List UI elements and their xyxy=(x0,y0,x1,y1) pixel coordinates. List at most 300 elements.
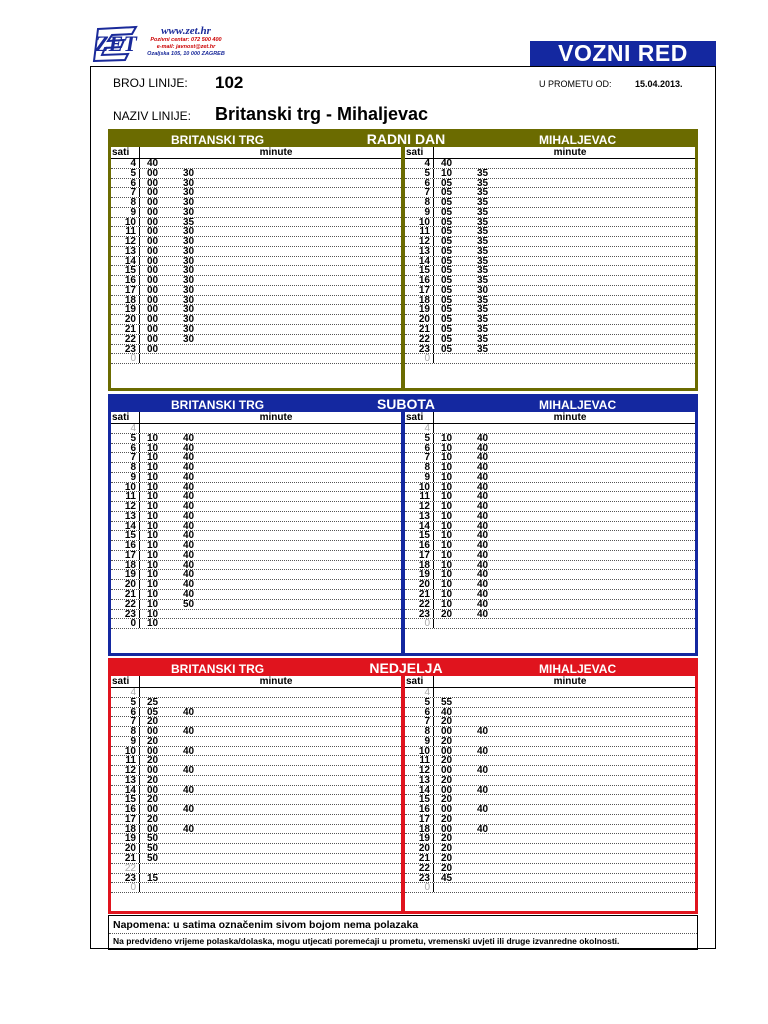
minute-cell: 10 xyxy=(147,520,159,532)
zet-logo xyxy=(92,25,229,62)
minute-cell: 40 xyxy=(183,559,195,571)
zet-logo-icon xyxy=(92,25,140,62)
right-stop-name: MIHALJEVAC xyxy=(539,398,617,412)
hour-cell: 20 xyxy=(418,579,430,591)
hour-cell: 17 xyxy=(418,284,430,296)
hour-cell: 21 xyxy=(124,589,136,601)
minute-cell: 40 xyxy=(477,589,489,601)
hour-cell: 10 xyxy=(124,216,136,228)
minute-cell: 15 xyxy=(147,872,159,884)
hour-cell: 11 xyxy=(419,226,430,238)
minute-cell: 00 xyxy=(147,784,159,796)
hour-cell: 22 xyxy=(124,862,136,874)
page-title: VOZNI RED xyxy=(530,41,716,66)
hour-cell: 15 xyxy=(418,530,430,542)
minute-cell: 00 xyxy=(147,187,159,199)
hour-cell: 16 xyxy=(418,275,430,287)
minute-cell: 10 xyxy=(441,579,453,591)
minute-cell: 40 xyxy=(183,491,195,503)
minute-cell: 40 xyxy=(477,726,489,738)
minute-cell: 10 xyxy=(147,608,159,620)
right-timetable-panel xyxy=(405,412,695,653)
minute-cell: 40 xyxy=(183,569,195,581)
minute-cell: 40 xyxy=(183,520,195,532)
minute-cell: 30 xyxy=(183,265,195,277)
minute-cell: 10 xyxy=(441,481,453,493)
day-type: NEDJELJA xyxy=(369,660,443,676)
timetable-frame xyxy=(90,66,716,949)
minute-cell: 40 xyxy=(183,823,195,835)
minute-cell: 30 xyxy=(183,294,195,306)
minute-cell: 05 xyxy=(441,333,453,345)
minute-cell: 00 xyxy=(147,255,159,267)
hours-column-header: sati xyxy=(406,147,424,158)
minutes-column-header: minute xyxy=(553,147,587,158)
hour-cell: 12 xyxy=(418,765,430,777)
minute-cell: 00 xyxy=(441,745,453,757)
minute-cell: 30 xyxy=(183,324,195,336)
hour-cell: 23 xyxy=(418,608,430,620)
minute-cell: 50 xyxy=(147,843,159,855)
minute-cell: 40 xyxy=(183,530,195,542)
hour-cell: 23 xyxy=(124,872,136,884)
left-stop-name: BRITANSKI TRG xyxy=(171,662,265,676)
minute-cell: 10 xyxy=(147,569,159,581)
hour-cell: 9 xyxy=(130,735,136,747)
hour-cell: 11 xyxy=(125,226,136,238)
note-no-departures: Napomena: u satima označenim sivom bojom nema polazaka xyxy=(109,916,697,934)
minute-cell: 20 xyxy=(147,716,159,728)
minute-cell: 20 xyxy=(441,813,453,825)
hour-cell: 22 xyxy=(418,862,430,874)
minute-cell: 10 xyxy=(147,549,159,561)
table-row xyxy=(111,854,401,864)
hour-cell: 13 xyxy=(124,510,136,522)
minute-cell: 00 xyxy=(147,726,159,738)
minute-cell: 40 xyxy=(183,462,195,474)
minute-cell: 40 xyxy=(183,784,195,796)
minute-cell: 30 xyxy=(183,197,195,209)
minute-cell: 20 xyxy=(441,755,453,767)
minute-cell: 20 xyxy=(147,813,159,825)
minute-cell: 35 xyxy=(183,216,195,228)
hours-column-header: sati xyxy=(112,412,130,423)
minute-cell: 10 xyxy=(441,501,453,513)
logo-mark-text: ZET xyxy=(95,31,137,56)
table-row xyxy=(405,874,695,884)
hour-cell: 5 xyxy=(424,167,430,179)
minute-cell: 05 xyxy=(441,206,453,218)
hour-cell: 18 xyxy=(124,559,136,571)
hour-cell: 8 xyxy=(130,462,136,474)
minute-cell: 00 xyxy=(147,324,159,336)
day-type: SUBOTA xyxy=(376,396,436,412)
minute-cell: 40 xyxy=(477,765,489,777)
minute-cell: 40 xyxy=(183,745,195,757)
minute-cell: 10 xyxy=(147,540,159,552)
minute-cell: 30 xyxy=(183,284,195,296)
minute-cell: 10 xyxy=(147,510,159,522)
minute-cell: 30 xyxy=(183,245,195,257)
hour-cell: 9 xyxy=(424,735,430,747)
hour-cell: 16 xyxy=(124,540,136,552)
hour-cell: 11 xyxy=(419,755,430,767)
minute-cell: 40 xyxy=(477,598,489,610)
minute-cell: 10 xyxy=(441,452,453,464)
minute-cell: 40 xyxy=(477,510,489,522)
minute-cell: 35 xyxy=(477,343,489,355)
minute-cell: 20 xyxy=(441,833,453,845)
line-number: 102 xyxy=(215,73,244,92)
minute-cell: 10 xyxy=(441,598,453,610)
left-timetable-panel xyxy=(111,676,401,911)
hour-cell: 9 xyxy=(130,206,136,218)
hour-cell: 14 xyxy=(418,255,430,267)
minute-cell: 40 xyxy=(477,432,489,444)
note-box xyxy=(108,915,698,950)
minute-cell: 05 xyxy=(441,284,453,296)
hour-cell: 23 xyxy=(418,872,430,884)
minute-cell: 40 xyxy=(441,706,453,718)
minute-cell: 05 xyxy=(441,255,453,267)
minute-cell: 10 xyxy=(441,540,453,552)
minute-cell: 50 xyxy=(183,598,195,610)
hour-cell: 20 xyxy=(124,314,136,326)
minute-cell: 00 xyxy=(147,216,159,228)
day-type: RADNI DAN xyxy=(366,131,446,147)
minute-cell: 05 xyxy=(441,197,453,209)
minute-cell: 40 xyxy=(477,452,489,464)
minute-cell: 00 xyxy=(147,265,159,277)
hour-cell: 20 xyxy=(418,843,430,855)
hour-cell: 14 xyxy=(418,784,430,796)
minute-cell: 30 xyxy=(183,255,195,267)
line-name: Britanski trg - Mihaljevac xyxy=(215,104,429,124)
hour-cell: 13 xyxy=(418,245,430,257)
table-row xyxy=(405,354,695,364)
hour-cell: 17 xyxy=(418,813,430,825)
panel-header xyxy=(111,412,401,424)
minute-cell: 35 xyxy=(477,314,489,326)
section-radni xyxy=(108,129,698,391)
hour-cell: 6 xyxy=(130,706,136,718)
minute-cell: 40 xyxy=(441,158,453,169)
logo-url[interactable]: www.zet.hr xyxy=(161,25,211,37)
left-timetable-panel xyxy=(111,412,401,653)
hour-cell: 10 xyxy=(124,481,136,493)
hour-cell: 18 xyxy=(418,294,430,306)
minute-cell: 40 xyxy=(477,608,489,620)
minute-cell: 10 xyxy=(147,471,159,483)
minute-cell: 00 xyxy=(147,245,159,257)
minute-cell: 30 xyxy=(183,226,195,238)
table-row xyxy=(405,883,695,893)
minute-cell: 05 xyxy=(441,314,453,326)
minute-cell: 10 xyxy=(147,481,159,493)
minutes-column-header: minute xyxy=(259,147,293,158)
panel-header xyxy=(111,676,401,688)
minute-cell: 05 xyxy=(441,265,453,277)
hour-cell: 22 xyxy=(418,598,430,610)
minute-cell: 40 xyxy=(477,462,489,474)
minute-cell: 00 xyxy=(441,804,453,816)
timetable-rows xyxy=(111,424,401,629)
hour-cell: 7 xyxy=(130,452,136,464)
hour-cell: 9 xyxy=(424,471,430,483)
hour-cell: 19 xyxy=(418,569,430,581)
timetable-rows xyxy=(111,159,401,364)
minute-cell: 10 xyxy=(441,432,453,444)
minute-cell: 10 xyxy=(147,432,159,444)
minute-cell: 30 xyxy=(183,314,195,326)
hours-column-header: sati xyxy=(406,412,424,423)
minute-cell: 20 xyxy=(441,716,453,728)
hour-cell: 0 xyxy=(424,882,430,894)
timetable-rows xyxy=(405,688,695,893)
hour-cell: 20 xyxy=(124,843,136,855)
minute-cell: 20 xyxy=(441,774,453,786)
hour-cell: 11 xyxy=(125,755,136,767)
hour-cell: 13 xyxy=(124,245,136,257)
minute-cell: 20 xyxy=(147,735,159,747)
hour-cell: 0 xyxy=(130,353,136,365)
hour-cell: 12 xyxy=(124,501,136,513)
minute-cell: 10 xyxy=(441,167,453,179)
minute-cell: 40 xyxy=(183,510,195,522)
minute-cell: 35 xyxy=(477,324,489,336)
hour-cell: 11 xyxy=(419,491,430,503)
hour-cell: 5 xyxy=(130,432,136,444)
minute-cell: 35 xyxy=(477,333,489,345)
minute-cell: 40 xyxy=(183,501,195,513)
minute-cell: 10 xyxy=(441,520,453,532)
table-row xyxy=(111,619,401,629)
minute-cell: 35 xyxy=(477,236,489,248)
hour-cell: 7 xyxy=(424,716,430,728)
minute-cell: 30 xyxy=(183,187,195,199)
table-row xyxy=(405,610,695,620)
hour-cell: 10 xyxy=(124,745,136,757)
table-row xyxy=(111,874,401,884)
minute-cell: 00 xyxy=(147,226,159,238)
minute-cell: 40 xyxy=(477,559,489,571)
panel-header xyxy=(405,676,695,688)
hour-cell: 20 xyxy=(418,314,430,326)
hour-cell: 9 xyxy=(424,206,430,218)
minute-cell: 30 xyxy=(183,304,195,316)
minute-cell: 00 xyxy=(441,765,453,777)
minute-cell: 30 xyxy=(477,284,489,296)
timetable-rows xyxy=(405,424,695,629)
minute-cell: 40 xyxy=(147,158,159,169)
minute-cell: 40 xyxy=(183,804,195,816)
minute-cell: 40 xyxy=(477,784,489,796)
section-subota xyxy=(108,394,698,656)
hour-cell: 14 xyxy=(124,784,136,796)
timetable-rows xyxy=(111,688,401,893)
minute-cell: 05 xyxy=(441,187,453,199)
minute-cell: 35 xyxy=(477,206,489,218)
minute-cell: 40 xyxy=(183,549,195,561)
hour-cell: 16 xyxy=(124,804,136,816)
hour-cell: 19 xyxy=(124,304,136,316)
minute-cell: 10 xyxy=(441,559,453,571)
minute-cell: 30 xyxy=(183,333,195,345)
hour-cell: 7 xyxy=(424,452,430,464)
hour-cell: 19 xyxy=(124,569,136,581)
hour-cell: 15 xyxy=(124,265,136,277)
logo-call-center: Pozivni centar: 072 500 400 xyxy=(150,37,222,43)
minute-cell: 40 xyxy=(183,432,195,444)
minute-cell: 20 xyxy=(147,755,159,767)
minute-cell: 05 xyxy=(441,216,453,228)
hour-cell: 16 xyxy=(418,804,430,816)
minutes-column-header: minute xyxy=(553,676,587,687)
hour-cell: 13 xyxy=(418,510,430,522)
minute-cell: 10 xyxy=(147,579,159,591)
section-title-bar xyxy=(111,397,695,412)
hour-cell: 14 xyxy=(124,255,136,267)
valid-from-label: U PROMETU OD: xyxy=(539,79,612,89)
minute-cell: 35 xyxy=(477,216,489,228)
hour-cell: 8 xyxy=(130,726,136,738)
minute-cell: 10 xyxy=(147,452,159,464)
hour-cell: 4 xyxy=(130,423,136,434)
hour-cell: 14 xyxy=(418,520,430,532)
minute-cell: 30 xyxy=(183,236,195,248)
hour-cell: 6 xyxy=(130,442,136,454)
table-row xyxy=(111,354,401,364)
minute-cell: 40 xyxy=(183,765,195,777)
hour-cell: 6 xyxy=(424,442,430,454)
minute-cell: 30 xyxy=(183,206,195,218)
minute-cell: 40 xyxy=(183,706,195,718)
minute-cell: 00 xyxy=(147,343,159,355)
minute-cell: 40 xyxy=(183,540,195,552)
minute-cell: 00 xyxy=(147,206,159,218)
hour-cell: 21 xyxy=(418,589,430,601)
minute-cell: 40 xyxy=(183,442,195,454)
hours-column-header: sati xyxy=(112,676,130,687)
minute-cell: 40 xyxy=(183,726,195,738)
minute-cell: 40 xyxy=(477,569,489,581)
hour-cell: 7 xyxy=(424,187,430,199)
minute-cell: 30 xyxy=(183,167,195,179)
logo-address: Ozaljska 105, 10 000 ZAGREB xyxy=(147,51,225,57)
hour-cell: 0 xyxy=(424,618,430,630)
hour-cell: 10 xyxy=(418,481,430,493)
minute-cell: 40 xyxy=(477,745,489,757)
minute-cell: 40 xyxy=(183,481,195,493)
minute-cell: 10 xyxy=(441,569,453,581)
minute-cell: 35 xyxy=(477,167,489,179)
hour-cell: 6 xyxy=(424,706,430,718)
hour-cell: 9 xyxy=(130,471,136,483)
minute-cell: 00 xyxy=(441,726,453,738)
minute-cell: 20 xyxy=(147,774,159,786)
minute-cell: 10 xyxy=(441,442,453,454)
left-stop-name: BRITANSKI TRG xyxy=(171,133,265,147)
hour-cell: 15 xyxy=(418,265,430,277)
minute-cell: 00 xyxy=(147,745,159,757)
hour-cell: 19 xyxy=(418,833,430,845)
minute-cell: 05 xyxy=(147,706,159,718)
hour-cell: 5 xyxy=(130,696,136,708)
minute-cell: 05 xyxy=(441,294,453,306)
minutes-column-header: minute xyxy=(259,676,293,687)
table-row xyxy=(405,619,695,629)
minute-cell: 40 xyxy=(477,530,489,542)
minute-cell: 35 xyxy=(477,265,489,277)
hour-cell: 4 xyxy=(424,687,430,698)
minute-cell: 00 xyxy=(147,294,159,306)
minute-cell: 05 xyxy=(441,236,453,248)
hour-cell: 8 xyxy=(424,197,430,209)
minute-cell: 20 xyxy=(441,794,453,806)
minute-cell: 40 xyxy=(477,549,489,561)
minute-cell: 00 xyxy=(147,333,159,345)
minute-cell: 00 xyxy=(147,177,159,189)
minute-cell: 30 xyxy=(183,275,195,287)
hour-cell: 5 xyxy=(424,696,430,708)
minute-cell: 10 xyxy=(147,442,159,454)
hour-cell: 18 xyxy=(124,294,136,306)
minute-cell: 40 xyxy=(183,579,195,591)
minute-cell: 25 xyxy=(147,696,159,708)
minute-cell: 05 xyxy=(441,226,453,238)
hour-cell: 4 xyxy=(130,687,136,698)
hour-cell: 15 xyxy=(124,794,136,806)
hours-column-header: sati xyxy=(406,676,424,687)
minute-cell: 30 xyxy=(183,177,195,189)
minute-cell: 10 xyxy=(441,530,453,542)
minute-cell: 40 xyxy=(477,471,489,483)
left-timetable-panel xyxy=(111,147,401,388)
minute-cell: 40 xyxy=(477,520,489,532)
minute-cell: 10 xyxy=(441,510,453,522)
minute-cell: 05 xyxy=(441,304,453,316)
line-name-label: NAZIV LINIJE: xyxy=(113,109,192,123)
right-timetable-panel xyxy=(405,147,695,388)
minute-cell: 00 xyxy=(147,236,159,248)
hour-cell: 22 xyxy=(124,333,136,345)
hours-column-header: sati xyxy=(112,147,130,158)
minute-cell: 00 xyxy=(441,784,453,796)
hour-cell: 7 xyxy=(130,716,136,728)
hour-cell: 7 xyxy=(130,187,136,199)
minute-cell: 35 xyxy=(477,275,489,287)
minute-cell: 40 xyxy=(477,501,489,513)
hour-cell: 15 xyxy=(418,794,430,806)
minute-cell: 35 xyxy=(477,197,489,209)
minute-cell: 20 xyxy=(441,853,453,865)
hour-cell: 0 xyxy=(130,618,136,630)
logo-text-block xyxy=(142,25,230,58)
timetable-rows xyxy=(405,159,695,364)
minute-cell: 55 xyxy=(441,696,453,708)
note-disclaimer: Na predviđeno vrijeme polaska/dolaska, mogu utjecati poremećaji u prometu, vremenski uvjeti ili druge izvanredne okolnosti. xyxy=(113,936,620,946)
right-stop-name: MIHALJEVAC xyxy=(539,662,617,676)
hour-cell: 21 xyxy=(124,853,136,865)
minute-cell: 40 xyxy=(477,540,489,552)
section-title-bar xyxy=(111,661,695,676)
hour-cell: 20 xyxy=(124,579,136,591)
minute-cell: 40 xyxy=(477,823,489,835)
minute-cell: 10 xyxy=(441,471,453,483)
minute-cell: 00 xyxy=(147,167,159,179)
hour-cell: 0 xyxy=(424,353,430,365)
minute-cell: 40 xyxy=(183,589,195,601)
